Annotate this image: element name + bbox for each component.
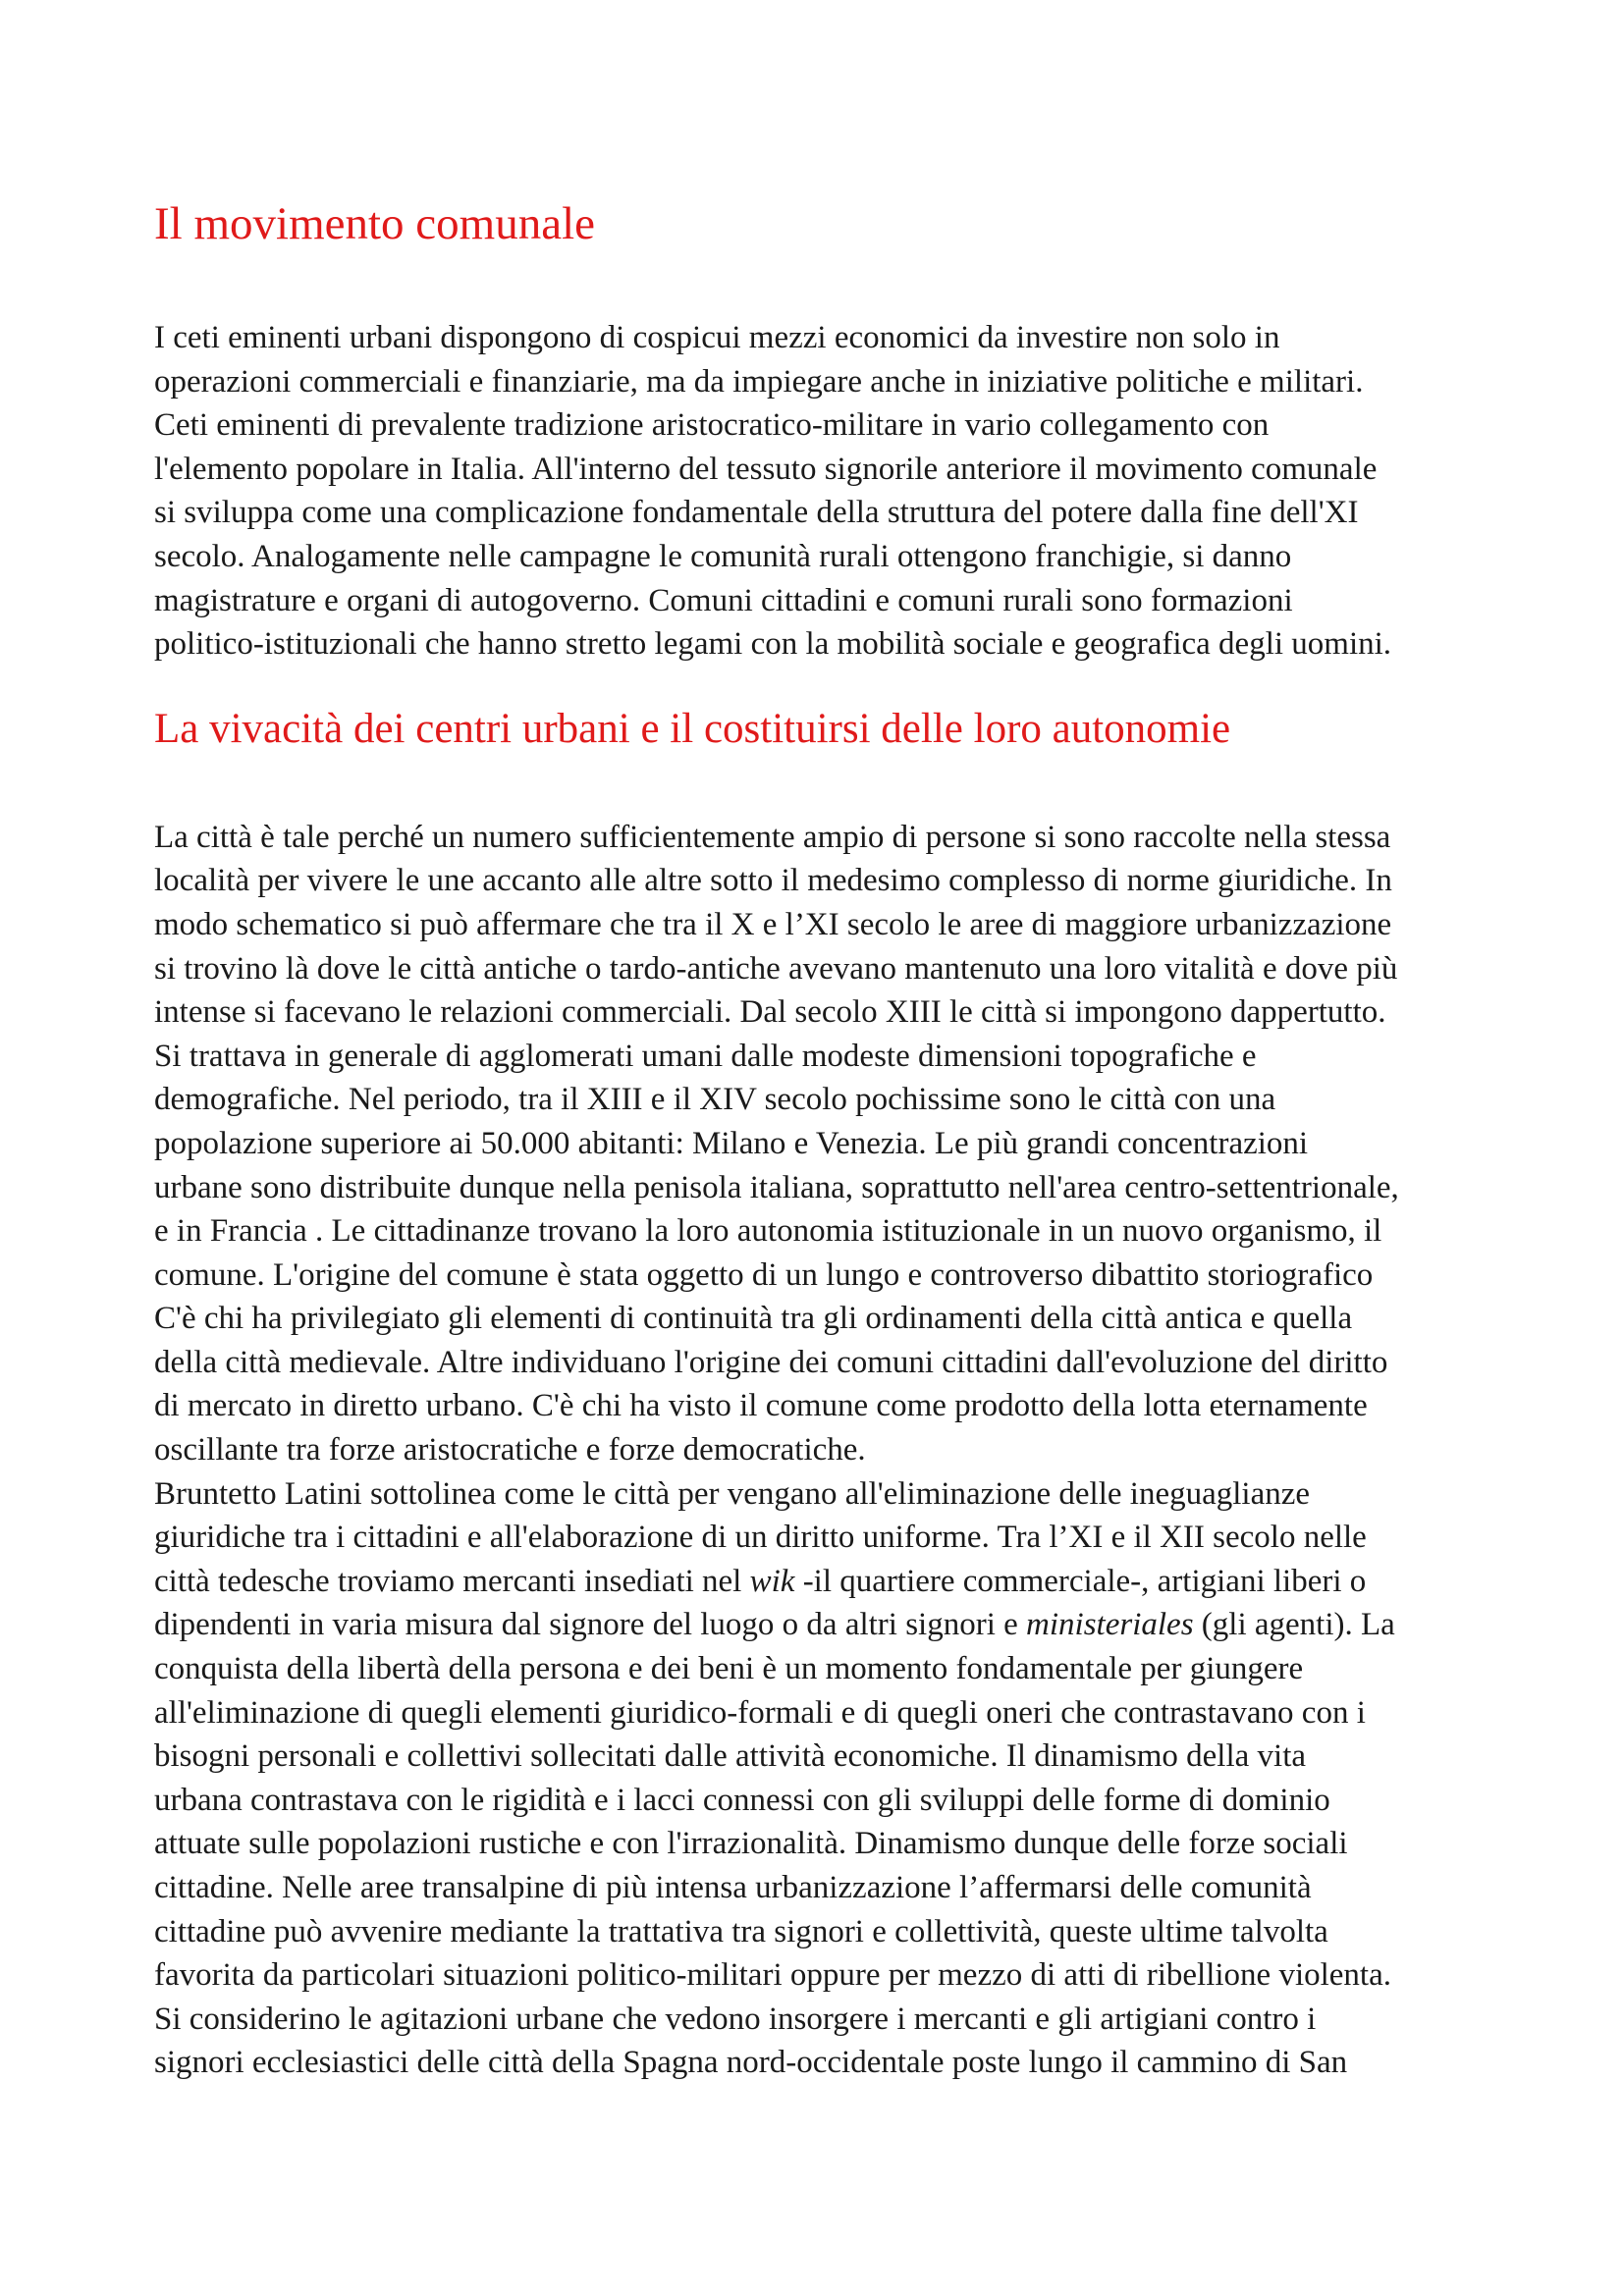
text-line: della città medievale. Altre individuano l'origine dei comuni cittadini dall'evoluzione del diritto	[154, 1344, 1388, 1380]
page-title: Il movimento comunale	[154, 198, 596, 249]
text-line: favorita da particolari situazioni politico-militari oppure per mezzo di atti di ribellione violenta.	[154, 1957, 1391, 1994]
text-segment: -il quartiere commerciale-, artigiani liberi o	[794, 1563, 1367, 1599]
text-line: cittadine può avvenire mediante la trattativa tra signori e collettività, queste ultime talvolta	[154, 1913, 1328, 1949]
italic-term-wik: wik	[749, 1563, 795, 1599]
text-line: modo schematico si può affermare che tra il X e l’XI secolo le aree di maggiore urbanizzazione	[154, 906, 1392, 942]
text-line: e in Francia . Le cittadinanze trovano la loro autonomia istituzionale in un nuovo organismo, il	[154, 1213, 1382, 1250]
paragraph-latini	[154, 1472, 1607, 2085]
text-line: urbana contrastava con le rigidità e i lacci connessi con gli sviluppi delle forme di dominio	[154, 1782, 1330, 1818]
text-line: C'è chi ha privilegiato gli elementi di continuità tra gli ordinamenti della città antica e quella	[154, 1301, 1353, 1337]
text-line: l'elemento popolare in Italia. All'interno del tessuto signorile anteriore il movimento comunale	[154, 451, 1378, 487]
text-line: La città è tale perché un numero sufficientemente ampio di persone si sono raccolte nella stessa	[154, 819, 1391, 855]
text-line-with-italic	[154, 1560, 1607, 1604]
text-line: demografiche. Nel periodo, tra il XIII e il XIV secolo pochissime sono le città con una	[154, 1082, 1276, 1118]
text-line: signori ecclesiastici delle città della Spagna nord-occidentale poste lungo il cammino di San	[154, 2045, 1348, 2081]
text-line: magistrature e organi di autogoverno. Comuni cittadini e comuni rurali sono formazioni	[154, 582, 1293, 618]
text-segment: dipendenti in varia misura dal signore del luogo o da altri signori e	[154, 1607, 1027, 1643]
text-line: si trovino là dove le città antiche o tardo-antiche avevano mantenuto una loro vitalità e dove più	[154, 950, 1398, 987]
text-line: Si trattava in generale di agglomerati umani dalle modeste dimensioni topografiche e	[154, 1038, 1257, 1074]
text-line: Bruntetto Latini sottolinea come le città per vengano all'eliminazione delle ineguaglianze	[154, 1475, 1311, 1512]
text-line: I ceti eminenti urbani dispongono di cospicui mezzi economici da investire non solo in	[154, 320, 1280, 355]
text-line: comune. L'origine del comune è stata oggetto di un lungo e controverso dibattito storiografico	[154, 1256, 1374, 1293]
text-line: popolazione superiore ai 50.000 abitanti: Milano e Venezia. Le più grandi concentrazioni	[154, 1125, 1309, 1161]
text-line: intense si facevano le relazioni commerciali. Dal secolo XIII le città si impongono dappertutto.	[154, 994, 1386, 1031]
italic-term-ministeriales: ministeriales	[1026, 1607, 1194, 1643]
text-segment: città tedesche troviamo mercanti insediati nel	[154, 1563, 750, 1599]
text-line: operazioni commerciali e finanziarie, ma da impiegare anche in iniziative politiche e militari.	[154, 363, 1364, 400]
text-line: conquista della libertà della persona e dei beni è un momento fondamentale per giungere	[154, 1651, 1304, 1687]
text-line: bisogni personali e collettivi sollecitati dalle attività economiche. Il dinamismo della vita	[154, 1738, 1307, 1775]
text-line: Ceti eminenti di prevalente tradizione aristocratico-militare in vario collegamento con	[154, 407, 1270, 444]
text-line: attuate sulle popolazioni rustiche e con l'irrazionalità. Dinamismo dunque delle forze sociali	[154, 1826, 1348, 1862]
text-line: cittadine. Nelle aree transalpine di più intensa urbanizzazione l’affermarsi delle comunità	[154, 1870, 1312, 1905]
text-line: oscillante tra forze aristocratiche e forze democratiche.	[154, 1432, 866, 1468]
text-line: di mercato in diretto urbano. C'è chi ha visto il comune come prodotto della lotta eternamente	[154, 1388, 1368, 1424]
text-line: politico-istituzionali che hanno stretto legami con la mobilità sociale e geografica degli uomini.	[154, 626, 1392, 663]
paragraph-city	[154, 816, 1607, 1472]
text-line: località per vivere le une accanto alle altre sotto il medesimo complesso di norme giuridiche. In	[154, 863, 1392, 899]
paragraph-intro	[154, 316, 1607, 667]
text-line: giuridiche tra i cittadini e all'elaborazione di un diritto uniforme. Tra l’XI e il XII secolo nelle	[154, 1520, 1367, 1556]
section-heading: La vivacità dei centri urbani e il costituirsi delle loro autonomie	[154, 705, 1231, 752]
text-line: si sviluppa come una complicazione fondamentale della struttura del potere dalla fine dell'XI	[154, 495, 1359, 531]
text-line: all'eliminazione di quegli elementi giuridico-formali e di quegli oneri che contrastavano con i	[154, 1694, 1366, 1731]
text-line-with-italic	[154, 1603, 1607, 1647]
text-line: Si considerino le agitazioni urbane che vedono insorgere i mercanti e gli artigiani contro i	[154, 2001, 1317, 2037]
document-content	[154, 192, 1607, 2085]
text-line: urbane sono distribuite dunque nella penisola italiana, soprattutto nell'area centro-settentrionale,	[154, 1169, 1399, 1205]
text-segment: (gli agenti). La	[1193, 1607, 1395, 1643]
text-line: secolo. Analogamente nelle campagne le comunità rurali ottengono franchigie, si danno	[154, 538, 1292, 574]
